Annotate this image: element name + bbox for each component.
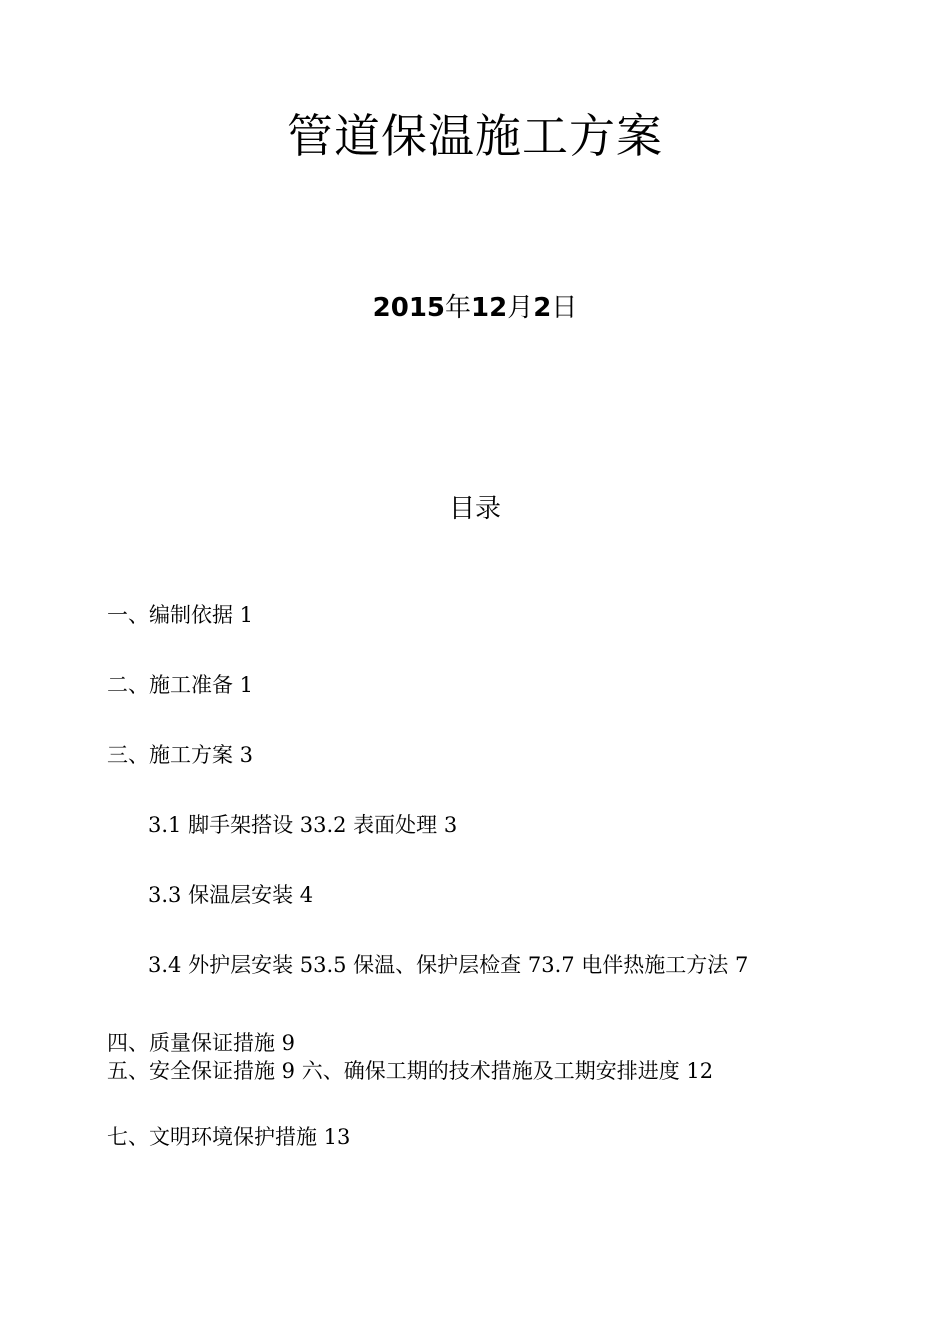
document-date bbox=[0, 290, 950, 326]
toc-entry-insulation-layer[interactable]: 3.3 保温层安装 4 bbox=[148, 883, 314, 907]
toc-entry-scaffolding-surface[interactable]: 3.1 脚手架搭设 33.2 表面处理 3 bbox=[148, 813, 458, 837]
date-year-unit: 年 bbox=[445, 293, 472, 323]
toc-entry-outer-layer-inspection-heating[interactable]: 3.4 外护层安装 53.5 保温、保护层检查 73.7 电伴热施工方法 7 bbox=[148, 953, 749, 977]
date-year: 2015 bbox=[372, 293, 446, 323]
date-day: 2 bbox=[533, 293, 552, 323]
date-day-unit: 日 bbox=[551, 293, 578, 323]
toc-entry-safety-schedule[interactable]: 五、安全保证措施 9 六、确保工期的技术措施及工期安排进度 12 bbox=[107, 1059, 714, 1083]
toc-entry-environmental-protection[interactable]: 七、文明环境保护措施 13 bbox=[107, 1125, 351, 1149]
toc-entry-compilation-basis[interactable]: 一、编制依据 1 bbox=[107, 603, 254, 627]
toc-entry-quality-assurance[interactable]: 四、质量保证措施 9 bbox=[107, 1031, 296, 1055]
date-month: 12 bbox=[471, 293, 508, 323]
toc-entry-construction-plan[interactable]: 三、施工方案 3 bbox=[107, 743, 254, 767]
document-title: 管道保温施工方案 bbox=[287, 109, 663, 163]
date-month-unit: 月 bbox=[507, 293, 534, 323]
toc-entry-construction-preparation[interactable]: 二、施工准备 1 bbox=[107, 673, 254, 697]
toc-heading: 目录 bbox=[448, 494, 501, 524]
